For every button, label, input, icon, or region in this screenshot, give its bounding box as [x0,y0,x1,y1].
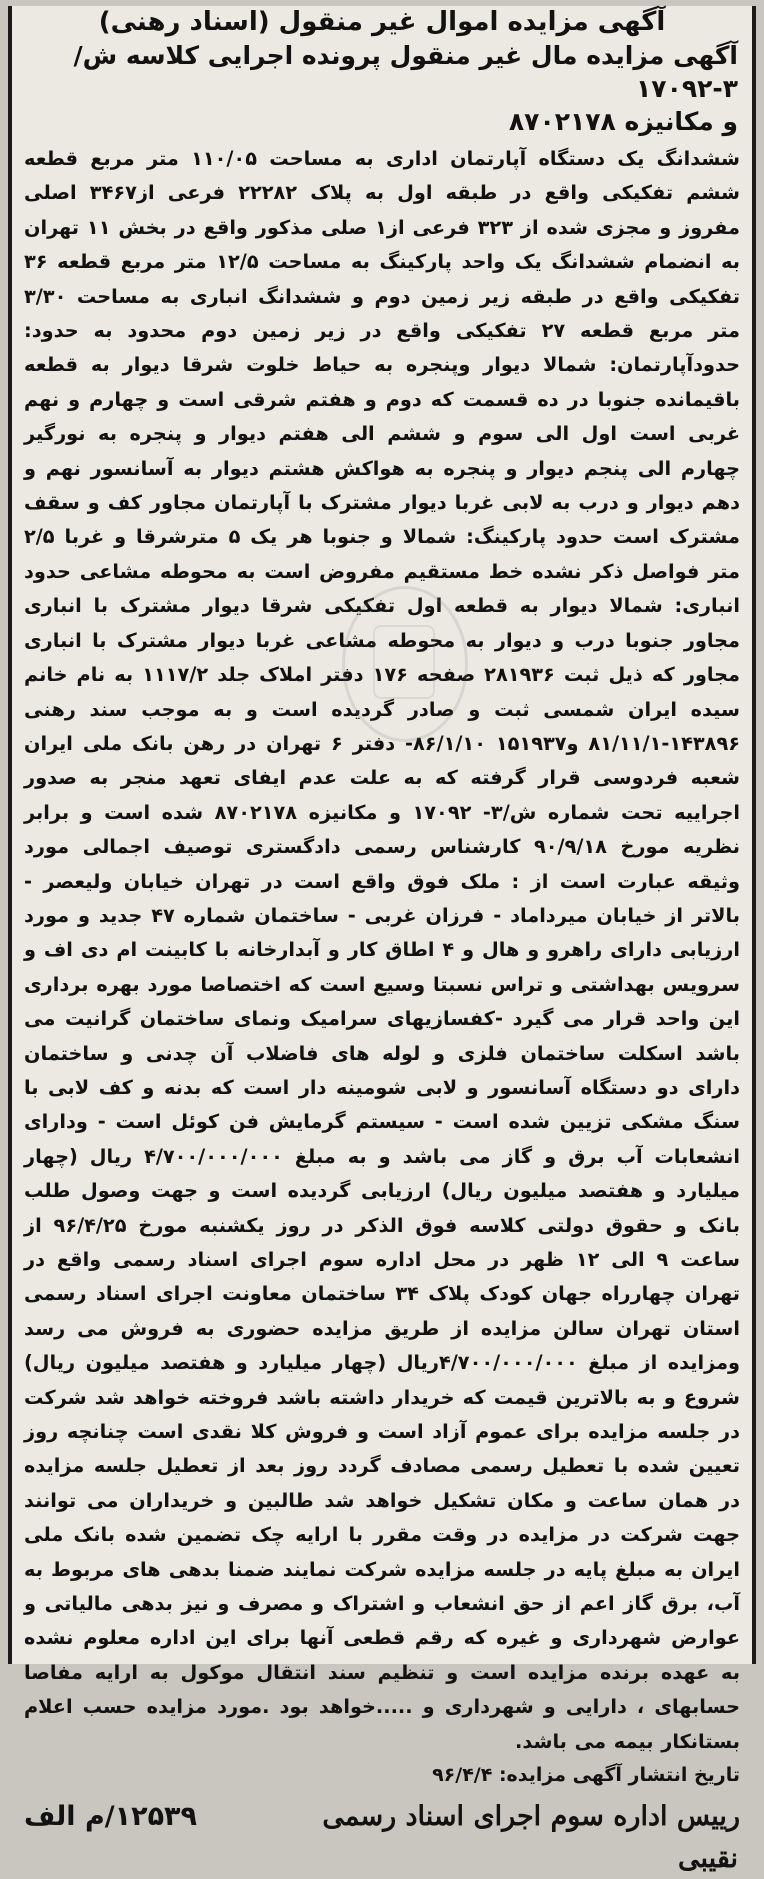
notice-subtitle-line2: و مکانیزه ۸۷۰۲۱۷۸ [508,107,738,136]
notice-title: آگهی مزایده اموال غیر منقول (اسناد رهنی) [98,7,666,37]
notice-subtitle-line1: آگهی مزایده مال غیر منقول پرونده اجرایی کلاسه ش/۳-۱۷۰۹۲ [73,41,738,103]
auction-notice [8,6,756,1875]
notice-body: ششدانگ یک دستگاه آپارتمان اداری به مساحت ۱۱۰/۰۵ متر مربع قطعه ششم تفکیکی واقع در طبقه اول به پلاک ۲۲۲۸۲ فرعی از۳۴۶۷ اصلی مفروز و مجزی شده از ۳۲۳ فرعی از۱ صلی مذکور واقع در بخش ۱۱ تهران به انضمام ششدانگ یک واحد پارکینگ به مساحت ۱۲/۵ متر مربع قطعه ۳۶ تفکیکی واقع در طبقه زیر زمین دوم و ششدانگ انباری به مساحت ۳/۳۰ متر مربع قطعه ۲۷ تفکیکی واقع در زیر زمین دوم محدود به حدود: حدودآپارتمان: شمالا دیوار وپنجره به حیاط خلوت شرقا دیوار به قطعه باقیمانده جنوبا در ده قسمت که دوم و هفتم شرقی است و چهارم و نهم غربی است اول الی سوم و ششم الی هفتم دیوار و پنجره به نورگیر چهارم الی پنجم دیوار و پنجره به هواکش هشتم دیوار به آسانسور نهم و دهم دیوار و درب به لابی غربا دیوار مشترک با آپارتمان مجاور کف و سقف مشترک است حدود پارکینگ: شمالا و جنوبا هر یک ۵ مترشرقا و غربا ۲/۵ متر فواصل ذکر نشده خط مستقیم مفروض است به محوطه مشاعی حدود انباری: شمالا دیوار به قطعه اول تفکیکی شرقا دیوار مشترک با انباری مجاور جنوبا درب و دیوار به محوطه مشاعی غربا دیوار مشترک با انباری مجاور که ذیل ثبت ۲۸۱۹۳۶ صفحه ۱۷۶ دفتر املاک جلد ۱۱۱۷/۲ به نام خانم سیده ایران شمسی ثبت و صادر گردیده است و به موجب سند رهنی ۱۴۳۸۹۶-۸۱/۱۱/۱ و۱۵۱۹۳۷ ۸۶/۱/۱۰- دفتر ۶ تهران در رهن بانک ملی ایران شعبه فردوسی قرار گرفته که به علت عدم ایفای تعهد منجر به صدور اجراییه تحت شماره ش/۳- ۱۷۰۹۲ و مکانیزه ۸۷۰۲۱۷۸ شده است و برابر نظریه مورخ ۹۰/۹/۱۸ کارشناس رسمی دادگستری توصیف اجمالی مورد وثیقه عبارت است از : ملک فوق واقع است در تهران خیابان ولیعصر - بالاتر از خیابان میرداماد - فرزان غربی - ساختمان شماره ۴۷ جدید و مورد ارزیابی دارای راهرو و هال و ۴ اطاق کار و آبدارخانه با کابینت ام دی اف و سرویس بهداشتی و تراس نسبتا وسیع است که اختصاصا مورد بهره برداری این واحد قرار می گیرد -کفسازیهای سرامیک ونمای ساختمان گرانیت می باشد اسکلت ساختمان فلزی و لوله های فاضلاب آن چدنی و ساختمان دارای دو دستگاه آسانسور و لابی شومینه دار است که بدنه و کف لابی با سنگ مشکی تزیین شده است - سیستم گرمایش فن کوئل است - ودارای انشعابات آب برق و گاز می باشد و به مبلغ ۴/۷۰۰/۰۰۰/۰۰۰ ریال (چهار میلیارد و هفتصد میلیون ریال) ارزیابی گردیده است و جهت وصول طلب بانک و حقوق دولتی کلاسه فوق الذکر در روز یکشنبه مورخ ۹۶/۴/۲۵ از ساعت ۹ الی ۱۲ ظهر در محل اداره سوم اجرای اسناد رسمی واقع در تهران چهارراه جهان کودک پلاک ۳۴ ساختمان معاونت اجرای اسناد رسمی استان تهران سالن مزایده از طریق مزایده حضوری به فروش می رسد ومزایده از مبلغ ۴/۷۰۰/۰۰۰/۰۰۰ریال (چهار میلیارد و هفتصد میلیون ریال) شروع و به بالاترین قیمت که خریدار داشته باشد فروخته خواهد شد شرکت در جلسه مزایده برای عموم آزاد است و فروش کلا نقدی است چنانچه روز تعیین شده با تعطیل رسمی مصادف گردد روز بعد از تعطیل جلسه مزایده در همان ساعت و مکان تشکیل خواهد شد طالبین و خریداران می توانند جهت شرکت در مزایده در وقت مقرر با ارایه چک تضمین شده بانک ملی ایران به مبلغ پایه در جلسه مزایده شرکت نمایند ضمنا بدهی های مربوط به آب، برق گاز اعم از حق انشعاب و اشتراک و مصرف و نیز بدهی مالیاتی و عوارض شهرداری و غیره که رقم قطعی آنها برای این اداره معلوم نشده به عهده برنده مزایده است و تنظیم سند انتقال موکول به ارایه مفاصا حسابهای ، دارایی و شهرداری و .....خواهد بود .مورد مزایده حسب اعلام بستانکار بیمه می باشد. [24,147,741,1753]
watermark-stamp-icon [342,586,468,742]
notice-footer [12,1797,752,1837]
publish-date: تاریخ انتشار آگهی مزایده: ۹۶/۴/۴ [432,1764,740,1787]
signatory-name: نقیبی [678,1843,738,1875]
reference-number: ۱۲۵۳۹/م الف [24,1801,198,1833]
signatory-office: رییس اداره سوم اجرای اسناد رسمی [322,1801,740,1833]
